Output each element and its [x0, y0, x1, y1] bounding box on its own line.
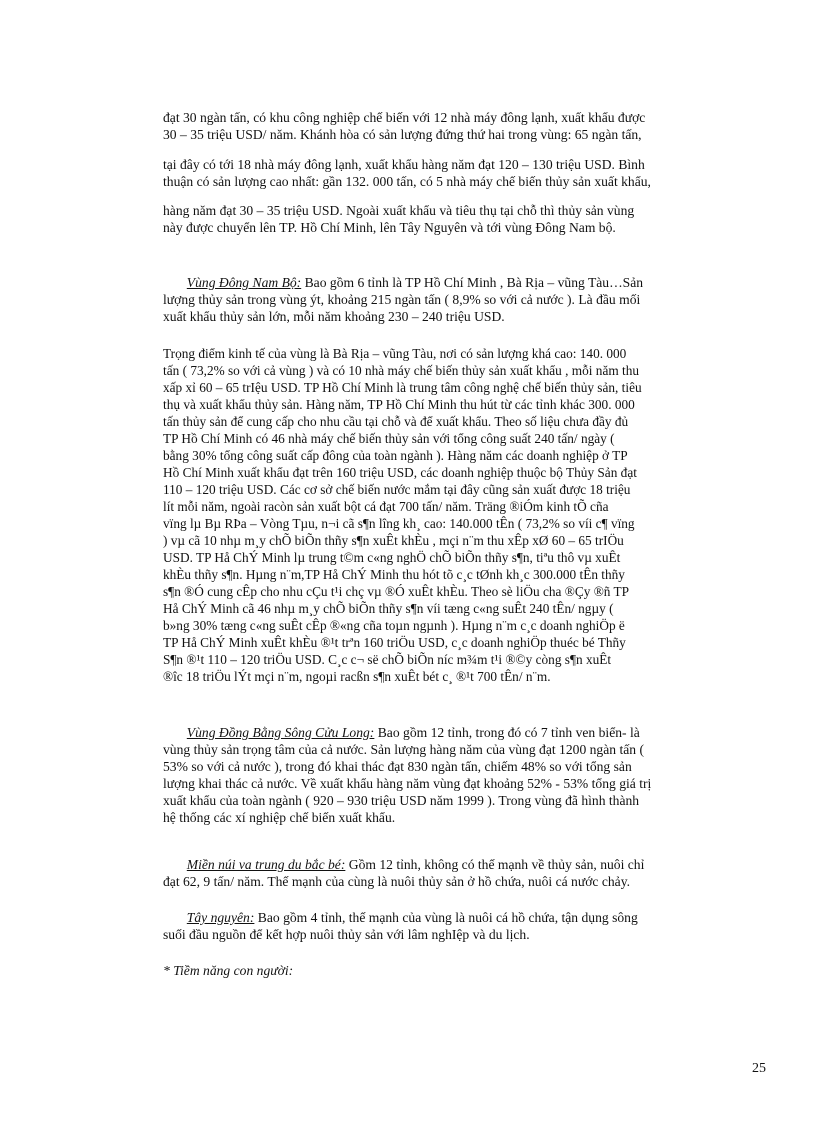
text-line: Hồ Chí Minh xuất khẩu đạt trên 160 triệu USD, các doanh nghiệp thuộc bộ Thủy Sản đạt [163, 465, 637, 480]
paragraph-southeast-region [163, 274, 755, 325]
text-line: 53% so với cả nước ), trong đó khai thác đạt 830 ngàn tấn, chiếm 48% so với tổng sản [163, 759, 632, 774]
text-line: Hå ChÝ Minh cã 46 nhµ m¸y chÕ biÕn thñy s¶n víi tæng c«ng suÊt 240 tÊn/ ngµy ( [163, 601, 614, 616]
text-line: s¶n ®Ó cung cÊp cho nhu cÇu t¹i chç vµ ®Ó xuÊt khÈu. Theo sè liÖu cha ®Çy ®ñ TP [163, 584, 630, 599]
text-fragment: Bao gồm 4 tỉnh, thế mạnh của vùng là nuôi cá hồ chứa, tận dụng sông [254, 910, 638, 925]
paragraph-economic-hub [163, 345, 755, 685]
text-line: b»ng 30% tæng c«ng suÊt cÊp ®«ng cña toµn ngµnh ). Hµng n¨m c¸c doanh nghiÖp ë [163, 618, 625, 633]
text-line: thuận có sản lượng cao nhất: gần 132. 000 tấn, có 5 nhà máy chế biến thủy sản xuất khẩu, [163, 174, 651, 189]
section-heading [163, 962, 755, 979]
paragraph-mekong-delta [163, 724, 755, 826]
text-line: đạt 30 ngàn tấn, có khu công nghiệp chế biến với 12 nhà máy đông lạnh, xuất khẩu được [163, 110, 646, 125]
region-heading: Miền núi va trung du bắc bé: [186, 857, 346, 872]
text-line: vïng lµ Bµ RÞa – Vòng Tµu, n¬i cã s¶n lîng kh¸ cao: 140.000 tÊn ( 73,2% so víi c¶ vïng [163, 516, 635, 531]
text-line: xuất khẩu của toàn ngành ( 920 – 930 triệu USD năm 1999 ). Trong vùng đã hình thành [163, 793, 640, 808]
text-line: đạt 62, 9 tấn/ năm. Thế mạnh của cùng là nuôi thủy sản ở hồ chứa, nuôi cá nước chảy. [163, 874, 631, 889]
text-fragment: Bao gồm 6 tỉnh là TP Hồ Chí Minh , Bà Rịa – vũng Tàu…Sản [301, 275, 644, 290]
text-fragment: Gồm 12 tỉnh, không có thế mạnh về thủy sản, nuôi chỉ [345, 857, 645, 872]
region-heading: Vùng Đồng Bằng Sông Cửu Long: [186, 725, 375, 740]
text-line [163, 274, 755, 291]
paragraph-south-central-coast [163, 109, 755, 236]
text-line: S¶n ®¹t 110 – 120 triÖu USD. C¸c c¬ së chÕ biÕn níc m¾m t¹i ®©y còng s¶n xuÊt [163, 652, 612, 667]
text-line [163, 724, 755, 741]
text-line: khÈu thñy s¶n. Hµng n¨m,TP Hå ChÝ Minh thu hót tõ c¸c tØnh kh¸c 300.000 tÊn thñy [163, 567, 625, 582]
text-line: ) vµ cã 10 nhµ m¸y chÕ biÕn thñy s¶n xuÊt khÈu , mçi n¨m thu xÊp xØ 60 – 65 trIÖu [163, 533, 624, 548]
text-line: tấn ( 73,2% so với cả vùng ) và có 10 nhà máy chế biến thủy sản xuất khẩu , mỗi năm thu [163, 363, 640, 378]
text-line: TP Hå ChÝ Minh xuÊt khÈu ®¹t trªn 160 triÖu USD, c¸c doanh nghiÖp thuéc bé Thñy [163, 635, 626, 650]
text-line: lượng thủy sản trong vùng ýt, khoảng 215 ngàn tấn ( 8,9% so với cả nước ). Là đầu mối [163, 292, 641, 307]
text-line: bằng 30% tổng công suất cấp đông của toàn ngành ). Hàng năm các doanh nghiệp ở TP [163, 448, 628, 463]
text-line: ®îc 18 triÖu lÝt mçi n¨m, ngoµi racßn s¶n xuÊt bét c¸ ®¹t 700 tÊn/ n¨m. [163, 669, 551, 684]
text-line: xấp xỉ 60 – 65 trIệu USD. TP Hồ Chí Minh là trung tâm công nghệ chế biến thủy sản, tiêu [163, 380, 642, 395]
text-line: hàng năm đạt 30 – 35 triệu USD. Ngoài xuất khẩu và tiêu thụ tại chỗ thì thủy sản vùng [163, 203, 635, 218]
text-line: 110 – 120 triệu USD. Các cơ sở chế biến nước mắm tại đây cũng sản xuất được 18 triệu [163, 482, 631, 497]
text-line: * Tiềm năng con người: [163, 963, 294, 978]
paragraph-central-highlands [163, 909, 755, 943]
text-line: hệ thống các xí nghiệp chế biến xuất khẩu. [163, 810, 396, 825]
text-line: tại đây có tới 18 nhà máy đông lạnh, xuất khẩu hàng năm đạt 120 – 130 triệu USD. Bình [163, 157, 645, 172]
text-line [163, 856, 755, 873]
text-line: này được chuyển lên TP. Hồ Chí Minh, lên Tây Nguyên và tới vùng Đông Nam bộ. [163, 220, 616, 235]
text-line: Trọng điểm kinh tế của vùng là Bà Rịa – vũng Tàu, nơi có sản lượng khá cao: 140. 000 [163, 346, 627, 361]
text-line: lượng khai thác cả nước. Về xuất khẩu hàng năm vùng đạt khoảng 52% - 53% tổng giá trị [163, 776, 652, 791]
text-line: thụ và xuất khẩu thủy sản. Hàng năm, TP Hồ Chí Minh thu hút từ các tỉnh khác 300. 000 [163, 397, 635, 412]
text-line: USD. TP Hå ChÝ Minh lµ trung t©m c«ng nghÖ chÕ biÕn thñy s¶n, tiªu thô vµ xuÊt [163, 550, 621, 565]
text-line: TP Hồ Chí Minh có 46 nhà máy chế biến thủy sản với tổng công suất 240 tấn/ ngày ( [163, 431, 615, 446]
page-number: 25 [752, 1061, 766, 1076]
text-line: lít mỗi năm, ngoài racòn sản xuất bột cá đạt 700 tấn/ năm. Träng ®iÓm kinh tÕ cña [163, 499, 609, 514]
text-line [163, 909, 755, 926]
text-line: tấn thủy sản để cung cấp cho nhu cầu tại chỗ và để xuất khẩu. Theo số liệu chưa đầy đủ [163, 414, 629, 429]
text-line: vùng thủy sản trọng tâm của cả nước. Sản lượng hàng năm của vùng đạt 1200 ngàn tấn ( [163, 742, 644, 757]
text-fragment: Bao gồm 12 tỉnh, trong đó có 7 tỉnh ven biển- là [374, 725, 640, 740]
region-heading: Vùng Đông Nam Bộ: [186, 275, 302, 290]
text-line: xuất khẩu thủy sản lớn, mỗi năm khoảng 230 – 240 triệu USD. [163, 309, 505, 324]
text-line: suối đầu nguồn để kết hợp nuôi thủy sản với lâm nghIệp và du lịch. [163, 927, 530, 942]
text-line: 30 – 35 triệu USD/ năm. Khánh hòa có sản lượng đứng thứ hai trong vùng: 65 ngàn tấn, [163, 127, 642, 142]
region-heading: Tây nguyên: [186, 910, 255, 925]
paragraph-northern-midlands [163, 856, 755, 890]
